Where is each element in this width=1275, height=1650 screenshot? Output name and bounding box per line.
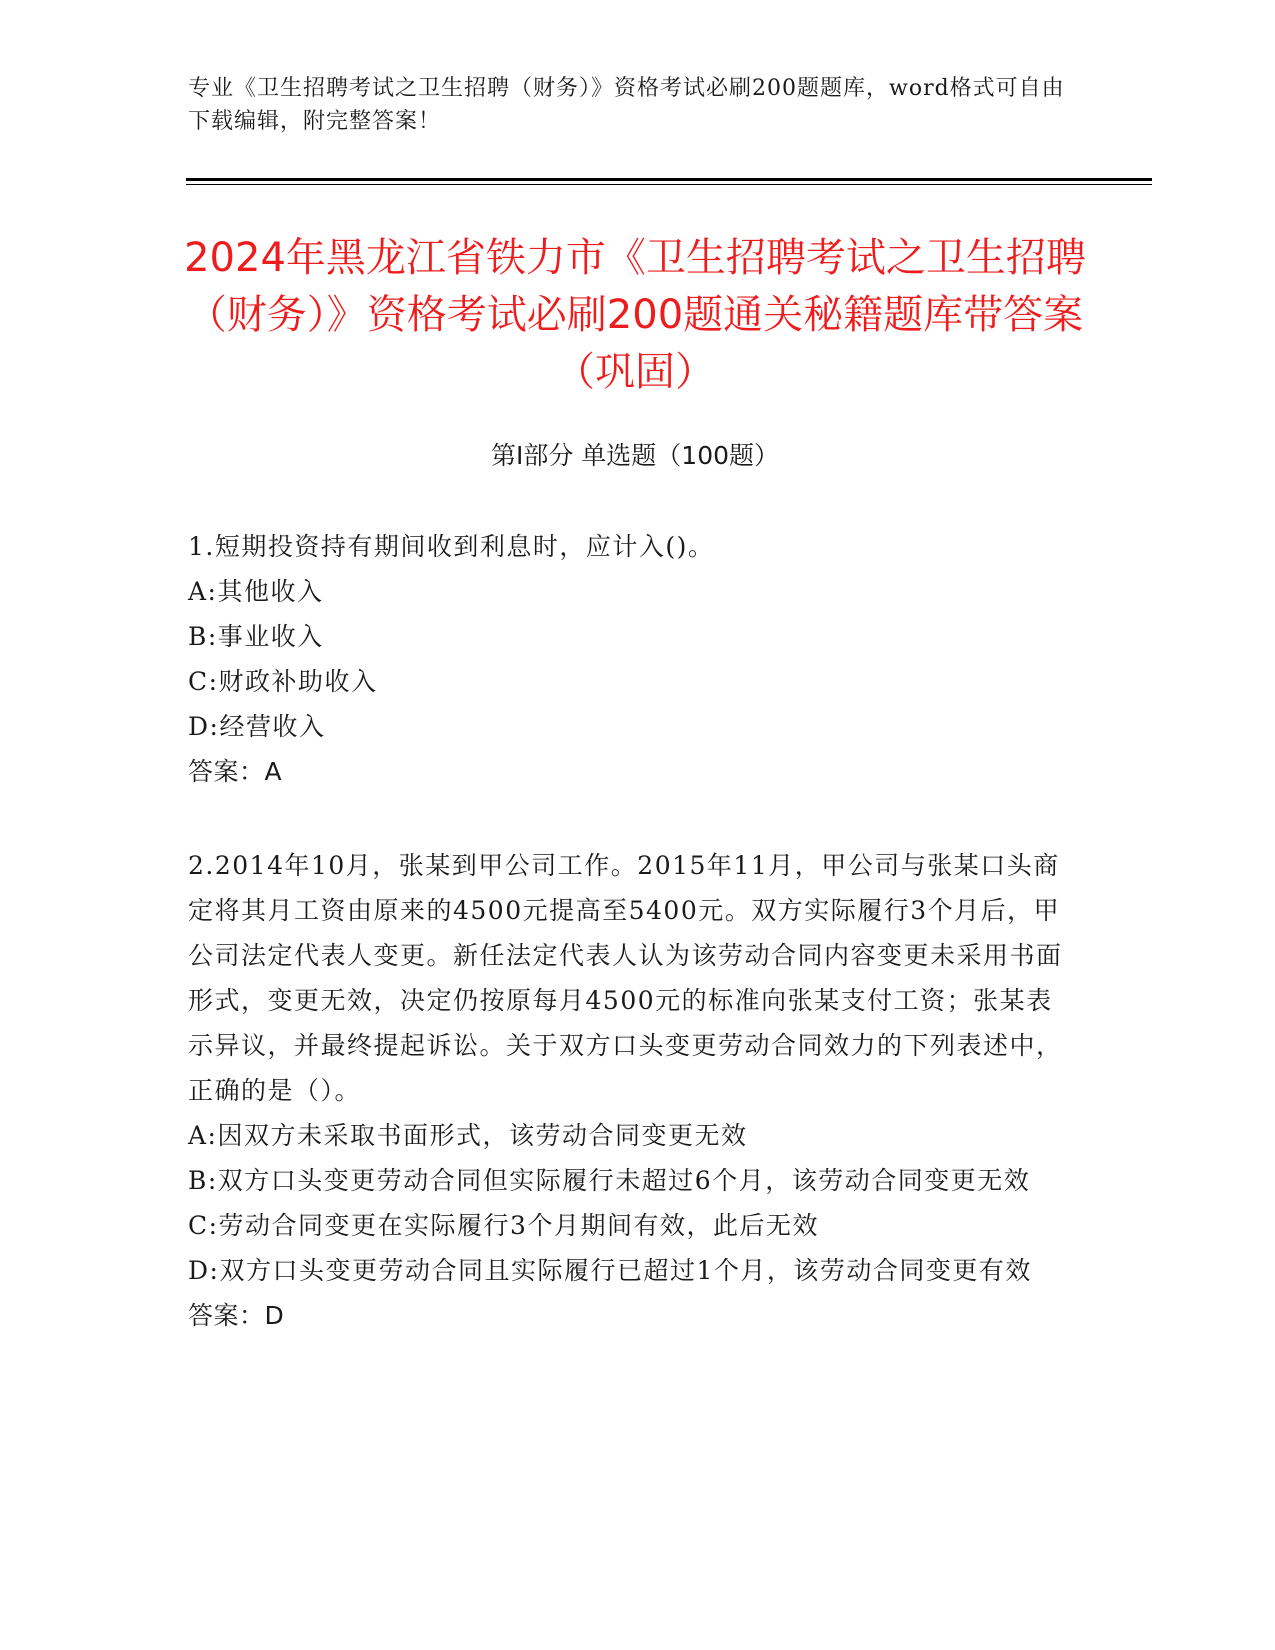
question-stem: 1.短期投资持有期间收到利息时，应计入()。: [188, 532, 715, 561]
section-heading: 第Ⅰ部分 单选题（100题）: [490, 441, 780, 470]
option-a: A:其他收入: [188, 577, 324, 606]
option-d: D:双方口头变更劳动合同且实际履行已超过1个月，该劳动合同变更有效: [188, 1256, 1032, 1285]
option-a: A:因双方未采取书面形式，该劳动合同变更无效: [188, 1121, 748, 1150]
header-divider-thick: [186, 178, 1152, 181]
document-title: 2024年黑龙江省铁力市《卫生招聘考试之卫生招聘（财务）》资格考试必刷200题通关秘籍题库带答案（巩固）: [184, 235, 1086, 395]
question-2: [188, 843, 1068, 1338]
header-divider-thin: [186, 184, 1152, 185]
option-c: C:劳动合同变更在实际履行3个月期间有效，此后无效: [188, 1211, 819, 1240]
question-stem: 2.2014年10月，张某到甲公司工作。2015年11月，甲公司与张某口头商定将其月工资由原来的4500元提高至5400元。双方实际履行3个月后，甲公司法定代表人变更。新任法定代表人认为该劳动合同内容变更未采用书面形式，变更无效，决定仍按原每月4500元的标准向张某支付工资；张某表示异议，并最终提起诉讼。关于双方口头变更劳动合同效力的下列表述中，正确的是（）。: [188, 851, 1063, 1105]
question-1: [188, 524, 1068, 794]
answer: 答案：D: [188, 1301, 285, 1330]
option-c: C:财政补助收入: [188, 667, 378, 696]
option-d: D:经营收入: [188, 712, 326, 741]
answer: 答案：A: [188, 757, 283, 786]
option-b: B:双方口头变更劳动合同但实际履行未超过6个月，该劳动合同变更无效: [188, 1166, 1031, 1195]
option-b: B:事业收入: [188, 622, 324, 651]
header-note: 专业《卫生招聘考试之卫生招聘（财务）》资格考试必刷200题题库，word格式可自由下载编辑，附完整答案！: [188, 76, 1065, 134]
